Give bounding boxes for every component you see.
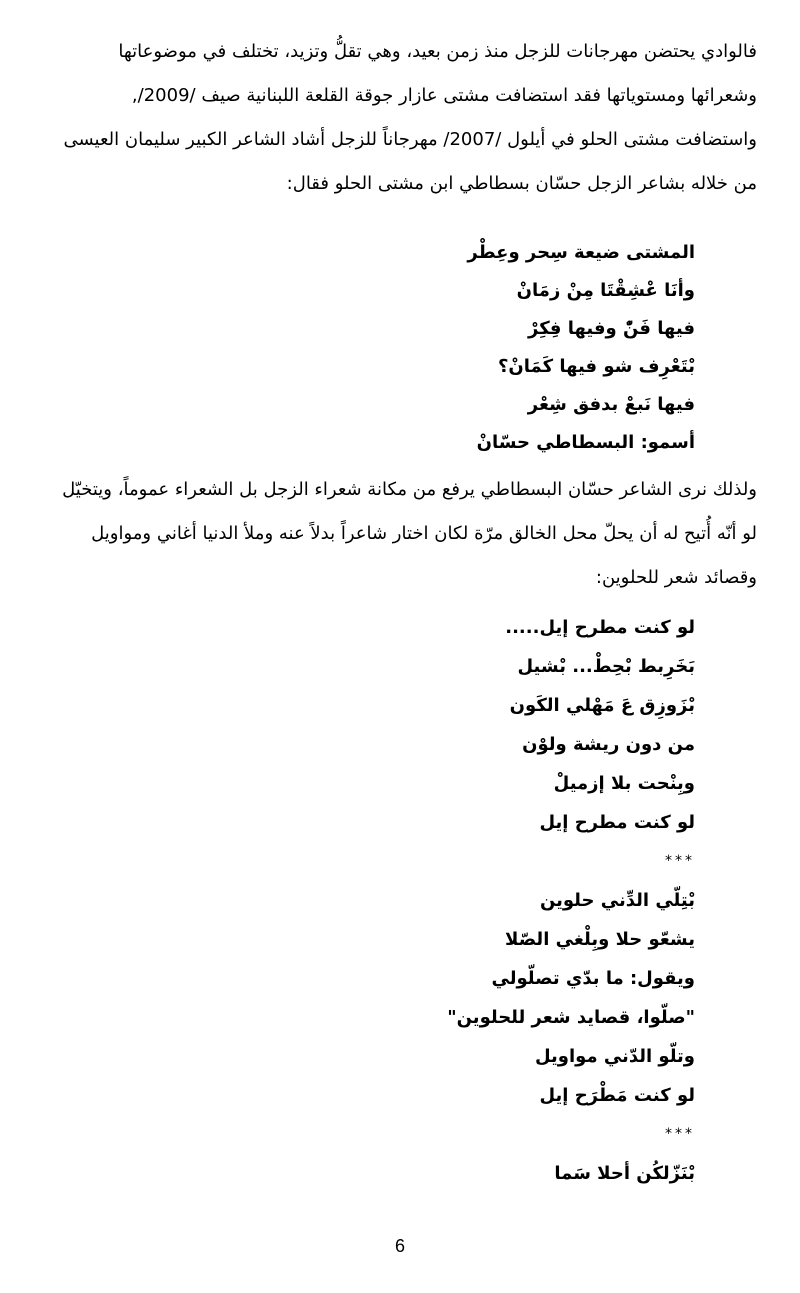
poem-verse: المشتى ضيعة سِحر وعِطْر [467, 242, 695, 263]
poem-law-kint [275, 608, 695, 1193]
paragraph-line: وشعرائها ومستوياتها فقد استضافت مشتى عازار جوقة القلعة اللبنانية صيف /2009/, [131, 85, 757, 106]
poem-verse: بْنَزّلكُن أحلا سَما [554, 1163, 695, 1184]
poem-verse: وبِنْحت بلا إزميلْ [553, 773, 695, 794]
poem-verse: فيها فَنّْ وفيها فِكِرْ [528, 318, 695, 339]
poem-stanza-mishta [275, 234, 695, 462]
poem-verse: وأنَا عْشِقْتَا مِنْ زمَانْ [516, 280, 695, 301]
poem-verse: بَخَرِبط بْحِطْ... بْشيل [517, 656, 695, 677]
paragraph-line: من خلاله بشاعر الزجل حسّان بسطاطي ابن مشتى الحلو فقال: [286, 173, 757, 194]
poem-verse: لو كنت مطرح إيل [539, 812, 695, 833]
poem-verse: بْتِلّي الدِّني حلوين [539, 890, 695, 911]
poem-verse: لو كنت مطرح إيل..... [505, 617, 695, 638]
paragraph-line: وقصائد شعر للحلوين: [595, 567, 757, 588]
paragraph-line: واستضافت مشتى الحلو في أيلول /2007/ مهرجاناً للزجل أشاد الشاعر الكبير سليمان العيسى [63, 129, 757, 150]
intro-paragraph [44, 30, 757, 206]
commentary-paragraph [44, 468, 757, 600]
poem-verse: وتلّو الدّني مواويل [534, 1046, 695, 1067]
page-number: 6 [394, 1236, 405, 1256]
poem-verse: فيها نَبعْ بدفق شِعْر [527, 394, 695, 415]
poem-verse: بْتَعْرِف شو فيها كَمَانْ؟ [497, 356, 695, 377]
paragraph-line: ولذلك نرى الشاعر حسّان البسطاطي يرفع من مكانة شعراء الزجل بل الشعراء عموماً، ويتخيّل [62, 479, 757, 500]
stanza-separator: *** [665, 853, 695, 869]
poem-verse: بْزَوزِق عَ مَهْلي الكَون [509, 695, 695, 716]
poem-verse: لو كنت مَطْرَح إيل [539, 1085, 695, 1106]
poem-verse: من دون ريشة ولوْن [522, 734, 695, 755]
paragraph-line: لو أنّه أُتيح له أن يحلّ محل الخالق مرّة لكان اختار شاعراً بدلاً عنه وملأ الدنيا أغاني ومواويل [91, 523, 757, 544]
poem-verse: ويقول: ما بدّي تصلّولي [491, 968, 695, 989]
poem-verse: أسمو: البسطاطي حسّانْ [476, 432, 695, 453]
stanza-separator: *** [665, 1126, 695, 1142]
poem-verse: "صلّوا، قصايد شعر للحلوين" [447, 1007, 695, 1028]
poem-verse: يشعّو حلا وبِلْغي الصّلا [505, 929, 695, 950]
paragraph-line: فالوادي يحتضن مهرجانات للزجل منذ زمن بعيد، وهي تقلُّ وتزيد، تختلف في موضوعاتها [118, 41, 757, 62]
